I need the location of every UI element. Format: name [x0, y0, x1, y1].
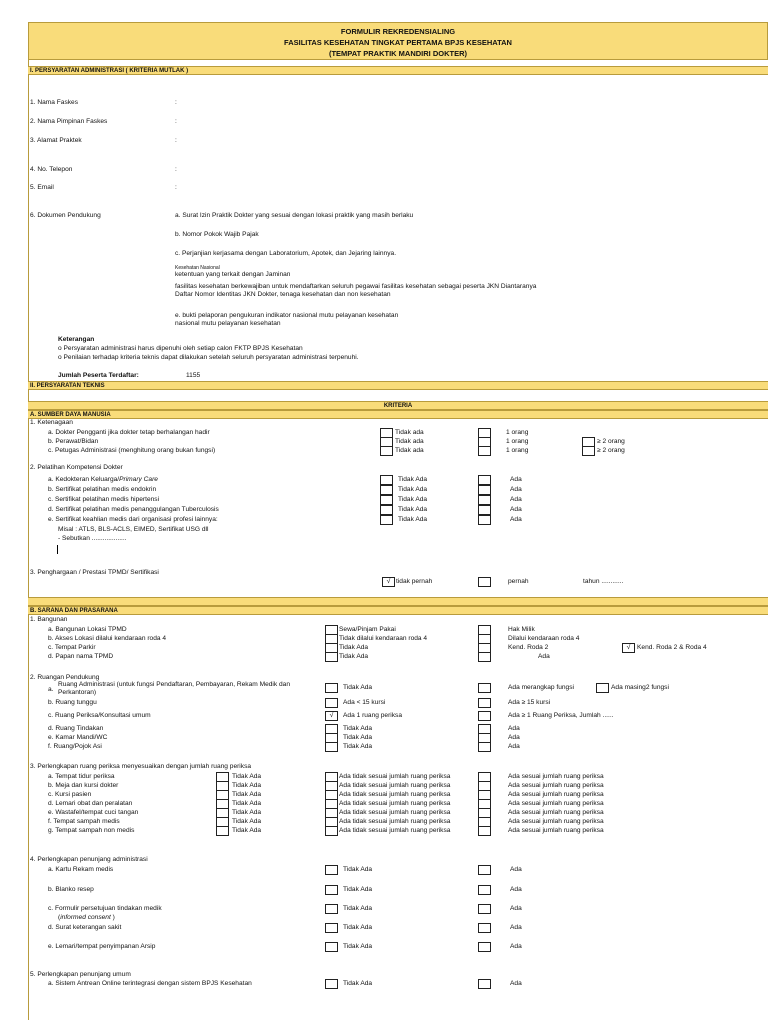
- option-label: Tidak Ada: [343, 725, 373, 732]
- penunjang-umum-row-label: a. Sistem Antrean Online terintegrasi dengan sistem BPJS Kesehatan: [48, 980, 252, 987]
- bangunan-title: 1. Bangunan: [30, 616, 68, 623]
- option-label: Tidak ada: [395, 438, 424, 445]
- checkbox[interactable]: [478, 652, 491, 662]
- option-label: Ada sesuai jumlah ruang periksa: [508, 809, 604, 816]
- option-label: Ada: [510, 486, 522, 493]
- option-label: Ada merangkap fungsi: [508, 684, 574, 691]
- option-label: Ada tidak sesuai jumlah ruang periksa: [339, 827, 451, 834]
- field-sep: :: [175, 118, 177, 125]
- field-label-email: 5. Email: [30, 184, 54, 191]
- checkbox[interactable]: [380, 495, 393, 505]
- option-label: ≥ 2 orang: [597, 447, 625, 454]
- perlengkapan-row-label: b. Meja dan kursi dokter: [48, 782, 119, 789]
- jumlah-peserta-value: 1155: [186, 372, 201, 379]
- penunjang-umum-title: 5. Perlengkapan penunjang umum: [30, 971, 131, 978]
- option-label: Ada tidak sesuai jumlah ruang periksa: [339, 773, 451, 780]
- checkbox[interactable]: [325, 885, 338, 895]
- option-label: Tidak Ada: [232, 809, 262, 816]
- ruangan-row-label: e. Kamar Mandi/WC: [48, 734, 108, 741]
- dokumen-a: a. Surat Izin Praktik Dokter yang sesuai dengan lokasi praktik yang masih berlaku: [175, 212, 414, 219]
- checkbox[interactable]: [380, 505, 393, 515]
- checkbox-checked[interactable]: √: [382, 577, 395, 587]
- checkbox[interactable]: [478, 711, 491, 721]
- dokumen-d-line1: Kesehatan Nasional: [175, 265, 220, 271]
- checkbox[interactable]: [478, 505, 491, 515]
- option-label: Tidak Ada: [398, 496, 428, 503]
- option-label: Ada: [538, 653, 550, 660]
- option-label: Ada: [510, 886, 522, 893]
- option-label: 1 orang: [506, 438, 529, 445]
- checkbox[interactable]: [325, 742, 338, 752]
- option-label: Ada: [510, 516, 522, 523]
- header-subtitle: FASILITAS KESEHATAN TINGKAT PERTAMA BPJS KESEHATAN: [284, 38, 512, 47]
- pelatihan-row-label: c. Sertifikat pelatihan medis hipertensi: [48, 496, 160, 503]
- checkbox[interactable]: [380, 515, 393, 525]
- perlengkapan-row-label: e. Wastafel/tempat cuci tangan: [48, 809, 139, 816]
- ruangan-row-letter: a.: [48, 686, 54, 693]
- ketenagaan-row-label: b. Perawat/Bidan: [48, 438, 99, 445]
- checkbox[interactable]: [478, 942, 491, 952]
- checkbox[interactable]: [325, 683, 338, 693]
- keterangan-item: o Penilaian terhadap kriteria teknis dapat dilakukan setelah seluruh persyaratan administrasi terpenuhi.: [58, 354, 359, 361]
- checkbox[interactable]: [478, 485, 491, 495]
- dokumen-e-line2: nasional mutu pelayanan kesehatan: [175, 320, 281, 327]
- pelatihan-row-label: e. Sertifikat keahlian medis dari organisasi profesi lainnya:: [48, 516, 218, 523]
- pelatihan-title: 2. Pelatihan Kompetensi Dokter: [30, 464, 123, 471]
- bangunan-row-label: b. Akses Lokasi dilalui kendaraan roda 4: [48, 635, 167, 642]
- penunjang-adm-row-sub: (informed consent ): [58, 914, 115, 921]
- ketenagaan-title: 1. Ketenagaan: [30, 419, 73, 426]
- option-label: Dilalui kendaraan roda 4: [508, 635, 580, 642]
- option-label: Ada: [508, 734, 520, 741]
- section-b-title: B. SARANA DAN PRASARANA: [28, 606, 768, 615]
- ruangan-row-label: c. Ruang Periksa/Konsultasi umum: [48, 712, 151, 719]
- option-label: Ada tidak sesuai jumlah ruang periksa: [339, 809, 451, 816]
- dokumen-d-line4: Daftar Nomor Identitas JKN Dokter, tenaga kesehatan dan non kesehatan: [175, 291, 391, 298]
- option-label: Ada ≥ 15 kursi: [508, 699, 551, 706]
- option-label: Kend. Roda 2 & Roda 4: [637, 644, 707, 651]
- option-label: Sewa/Pinjam Pakai: [339, 626, 396, 633]
- bangunan-row-label: c. Tempat Parkir: [48, 644, 96, 651]
- bangunan-row-label: d. Papan nama TPMD: [48, 653, 114, 660]
- option-label: Ada: [508, 743, 520, 750]
- checkbox[interactable]: [325, 942, 338, 952]
- dokumen-d-line2: ketentuan yang terkait dengan Jaminan: [175, 271, 291, 278]
- option-label: Ada: [510, 866, 522, 873]
- penunjang-adm-row-label: d. Surat keterangan sakit: [48, 924, 122, 931]
- checkbox[interactable]: [325, 698, 338, 708]
- field-label-alamat: 3. Alamat Praktek: [30, 137, 82, 144]
- checkbox[interactable]: [325, 923, 338, 933]
- checkbox[interactable]: [478, 979, 491, 989]
- ketenagaan-row-label: c. Petugas Administrasi (menghitung orang bukan fungsi): [48, 447, 216, 454]
- dokumen-e-line1: e. bukti pelaporan pengukuran indikator nasional mutu pelayanan kesehatan: [175, 312, 399, 319]
- option-label: Ada masing2 fungsi: [611, 684, 669, 691]
- checkbox[interactable]: [325, 979, 338, 989]
- option-label: Ada: [510, 924, 522, 931]
- field-label-telepon: 4. No. Telepon: [30, 166, 73, 173]
- pelatihan-misal: Misal : ATLS, BLS-ACLS, EIMED, Sertifikat USG dll: [58, 526, 209, 533]
- checkbox[interactable]: [325, 652, 338, 662]
- penghargaan-title: 3. Penghargaan / Prestasi TPMD/ Sertifikasi: [30, 569, 159, 576]
- option-label: Ada sesuai jumlah ruang periksa: [508, 800, 604, 807]
- ruangan-title: 2. Ruangan Pendukung: [30, 674, 100, 681]
- bangunan-row-label: a. Bangunan Lokasi TPMD: [48, 626, 127, 633]
- checkbox[interactable]: [478, 904, 491, 914]
- option-label: Tidak Ada: [343, 866, 373, 873]
- option-label: Ada ≥ 1 Ruang Periksa, Jumlah ......: [508, 712, 614, 719]
- checkbox[interactable]: [216, 826, 229, 836]
- option-label: ≥ 2 orang: [597, 438, 625, 445]
- checkbox[interactable]: [478, 475, 491, 485]
- option-label: tidak pernah: [396, 578, 433, 585]
- penunjang-adm-title: 4. Perlengkapan penunjang administrasi: [30, 856, 148, 863]
- option-label: Ada tidak sesuai jumlah ruang periksa: [339, 818, 451, 825]
- ruangan-row-label: b. Ruang tunggu: [48, 699, 97, 706]
- checkbox[interactable]: [380, 446, 393, 456]
- option-label: Tidak dilalui kendaraan roda 4: [339, 635, 428, 642]
- option-label: 1 orang: [506, 447, 529, 454]
- option-label: Tidak Ada: [398, 476, 428, 483]
- option-label: Ada sesuai jumlah ruang periksa: [508, 791, 604, 798]
- option-label: Ada 1 ruang periksa: [343, 712, 403, 719]
- option-label: Tidak Ada: [343, 943, 373, 950]
- field-sep: :: [175, 184, 177, 191]
- option-label: tahun ............: [583, 578, 624, 585]
- checkbox[interactable]: [582, 446, 595, 456]
- option-label: Ada sesuai jumlah ruang periksa: [508, 827, 604, 834]
- ruangan-row-label: Ruang Administrasi (untuk fungsi Pendaftaran, Pembayaran, Rekam Medik dan: [58, 681, 291, 688]
- checkbox[interactable]: [478, 698, 491, 708]
- pelatihan-row-label: a. Kedokteran Keluarga/Primary Care: [48, 476, 158, 483]
- checkbox[interactable]: [478, 446, 491, 456]
- perlengkapan-row-label: g. Tempat sampah non medis: [48, 827, 135, 834]
- perlengkapan-row-label: a. Tempat tidur periksa: [48, 773, 115, 780]
- header-subtitle-2: (TEMPAT PRAKTIK MANDIRI DOKTER): [328, 49, 468, 58]
- checkbox[interactable]: [478, 577, 491, 587]
- checkbox[interactable]: [380, 475, 393, 485]
- form-page: [28, 22, 768, 1022]
- option-label: Tidak Ada: [398, 516, 428, 523]
- keterangan-title: Keterangan: [58, 336, 95, 343]
- field-label-nama-faskes: 1. Nama Faskes: [30, 99, 79, 106]
- form-header: [28, 22, 768, 60]
- option-label: Tidak Ada: [339, 644, 369, 651]
- option-label: Tidak ada: [395, 447, 424, 454]
- checkbox[interactable]: [325, 904, 338, 914]
- checkbox[interactable]: [478, 923, 491, 933]
- option-label: Ada sesuai jumlah ruang periksa: [508, 782, 604, 789]
- perlengkapan-row-label: d. Lemari obat dan peralatan: [48, 800, 133, 807]
- option-label: Kend. Roda 2: [508, 644, 549, 651]
- checkbox[interactable]: [478, 742, 491, 752]
- field-sep: :: [175, 137, 177, 144]
- option-label: Ada tidak sesuai jumlah ruang periksa: [339, 800, 451, 807]
- checkbox[interactable]: [380, 485, 393, 495]
- option-label: Ada tidak sesuai jumlah ruang periksa: [339, 791, 451, 798]
- checkbox[interactable]: [596, 683, 609, 693]
- checkbox[interactable]: [325, 865, 338, 875]
- option-label: Tidak Ada: [343, 684, 373, 691]
- checkbox[interactable]: [478, 515, 491, 525]
- option-label: Ada tidak sesuai jumlah ruang periksa: [339, 782, 451, 789]
- left-border: [28, 60, 29, 1020]
- header-title: FORMULIR REKREDENSIALING: [340, 27, 456, 36]
- dokumen-b: b. Nomor Pokok Wajib Pajak: [175, 231, 259, 238]
- kriteria-header: KRITERIA: [28, 401, 768, 410]
- spacer-bar: [28, 597, 768, 606]
- penunjang-adm-row-label: c. Formulir persetujuan tindakan medik: [48, 905, 162, 912]
- option-label: Tidak Ada: [232, 773, 262, 780]
- option-label: Tidak Ada: [398, 506, 428, 513]
- checkbox[interactable]: [478, 885, 491, 895]
- option-label: pernah: [508, 578, 529, 585]
- option-label: Ada: [510, 476, 522, 483]
- penunjang-adm-row-label: b. Blanko resep: [48, 886, 94, 893]
- option-label: Ada: [510, 905, 522, 912]
- option-label: Ada: [510, 980, 522, 987]
- keterangan-item: o Persyaratan administrasi harus dipenuhi oleh setiap calon FKTP BPJS Kesehatan: [58, 345, 303, 352]
- checkbox-checked[interactable]: √: [325, 711, 338, 721]
- option-label: Tidak Ada: [343, 980, 373, 987]
- option-label: Ada: [508, 725, 520, 732]
- checkbox[interactable]: [478, 683, 491, 693]
- ruangan-row-label: d. Ruang Tindakan: [48, 725, 104, 732]
- option-label: Tidak Ada: [339, 653, 369, 660]
- option-label: Tidak Ada: [232, 827, 262, 834]
- field-sep: :: [175, 99, 177, 106]
- option-label: Tidak Ada: [398, 486, 428, 493]
- checkbox[interactable]: [478, 826, 491, 836]
- pelatihan-row-label: d. Sertifikat pelatihan medis penanggulangan Tuberculosis: [48, 506, 219, 513]
- section-1-title: I. PERSYARATAN ADMINISTRASI ( KRITERIA MUTLAK ): [28, 66, 768, 75]
- perlengkapan-row-label: f. Tempat sampah medis: [48, 818, 120, 825]
- ruangan-row-label: f. Ruang/Pojok Asi: [48, 743, 102, 750]
- option-label: 1 orang: [506, 429, 529, 436]
- option-label: Tidak ada: [395, 429, 424, 436]
- option-label: Ada: [510, 506, 522, 513]
- checkbox[interactable]: [325, 826, 338, 836]
- option-label: Ada: [510, 943, 522, 950]
- option-label: Ada sesuai jumlah ruang periksa: [508, 773, 604, 780]
- dokumen-d-line3: fasilitas kesehatan berkewajiban untuk mendaftarkan seluruh pegawai fasilitas kesehatan sebagai peserta JKN Diantaranya: [175, 283, 537, 290]
- text-cursor[interactable]: [57, 545, 58, 554]
- option-label: Ada: [510, 496, 522, 503]
- option-label: Tidak Ada: [343, 743, 373, 750]
- ketenagaan-row-label: a. Dokter Pengganti jika dokter tetap berhalangan hadir: [48, 429, 210, 436]
- section-2-title: II. PERSYARATAN TEKNIS: [28, 381, 768, 390]
- jumlah-peserta-label: Jumlah Peserta Terdaftar:: [58, 372, 139, 379]
- ruangan-row-label-cont: Perkantoran): [58, 689, 97, 696]
- perlengkapan-title: 3. Perlengkapan ruang periksa menyesuaikan dengan jumlah ruang periksa: [30, 763, 252, 770]
- checkbox[interactable]: [478, 865, 491, 875]
- option-label: Tidak Ada: [232, 791, 262, 798]
- field-sep: :: [175, 166, 177, 173]
- option-label: Tidak Ada: [232, 782, 262, 789]
- option-label: Tidak Ada: [343, 886, 373, 893]
- option-label: Tidak Ada: [232, 800, 262, 807]
- penunjang-adm-row-label: e. Lemari/tempat penyimpanan Arsip: [48, 943, 156, 950]
- field-label-nama-pimpinan: 2. Nama Pimpinan Faskes: [30, 118, 108, 125]
- dokumen-label: 6. Dokumen Pendukung: [30, 212, 101, 219]
- checkbox-checked[interactable]: √: [622, 643, 635, 653]
- option-label: Tidak Ada: [343, 924, 373, 931]
- option-label: Ada sesuai jumlah ruang periksa: [508, 818, 604, 825]
- pelatihan-sebutkan: - Sebutkan ...................: [58, 535, 127, 542]
- section-a-title: A. SUMBER DAYA MANUSIA: [28, 410, 768, 419]
- option-label: Tidak Ada: [232, 818, 262, 825]
- dokumen-c: c. Perjanjian kerjasama dengan Laboratorium, Apotek, dan Jejaring lainnya.: [175, 250, 397, 257]
- perlengkapan-row-label: c. Kursi pasien: [48, 791, 92, 798]
- option-label: Hak Milik: [508, 626, 535, 633]
- option-label: Tidak Ada: [343, 734, 373, 741]
- option-label: Tidak Ada: [343, 905, 373, 912]
- option-label: Ada < 15 kursi: [343, 699, 386, 706]
- checkbox[interactable]: [478, 495, 491, 505]
- penunjang-adm-row-label: a. Kartu Rekam medis: [48, 866, 114, 873]
- pelatihan-row-label: b. Sertifikat pelatihan medis endokrin: [48, 486, 157, 493]
